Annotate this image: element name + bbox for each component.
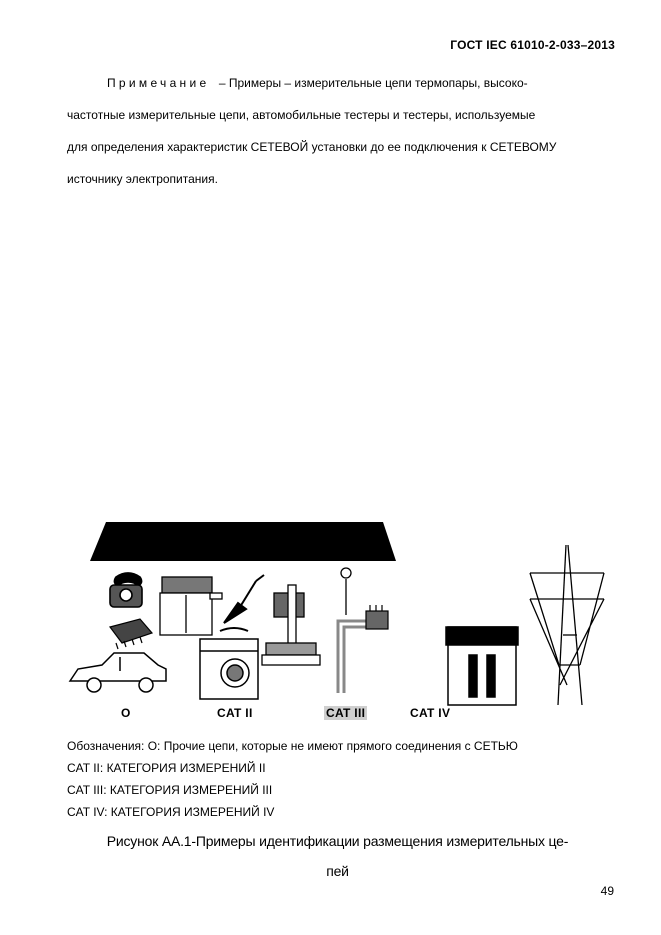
legend-line-cat-iii: CAT III: КАТЕГОРИЯ ИЗМЕРЕНИЙ III	[67, 783, 273, 797]
copier-icon	[160, 577, 222, 635]
note-block	[67, 67, 614, 195]
note-line-1: Примеры – измерительные цепи термопары, высоко-	[228, 76, 528, 90]
note-line-3: для определения характеристик СЕТЕВОЙ установки до ее подключения к СЕТЕВОМУ	[67, 140, 557, 154]
label-cat-iv: CAT IV	[410, 706, 451, 720]
label-o: O	[121, 706, 131, 720]
label-cat-ii: CAT II	[217, 706, 253, 720]
legend-line-o: Обозначения: О: Прочие цепи, которые не имеют прямого соединения с СЕТЬЮ	[67, 739, 518, 753]
label-cat-iii: CAT III	[326, 706, 366, 720]
legend-line-cat-ii: CAT II: КАТЕГОРИЯ ИЗМЕРЕНИЙ II	[67, 761, 266, 775]
note-line-2: частотные измерительные цепи, автомобильные тестеры и тестеры, используемые	[67, 108, 536, 122]
caption-line-1: Рисунок АА.1-Примеры идентификации размещения измерительных це-	[106, 833, 569, 849]
house-roof-icon	[90, 522, 396, 561]
telephone-icon	[110, 573, 142, 607]
legend-line-cat-iv: CAT IV: КАТЕГОРИЯ ИЗМЕРЕНИЙ IV	[67, 805, 275, 819]
light-pole-icon	[338, 568, 366, 693]
car-icon	[70, 653, 166, 692]
standard-code-header: ГОСТ IEC 61010-2-033–2013	[450, 38, 615, 52]
transmission-tower-icon	[530, 545, 604, 705]
note-dash: –	[218, 76, 226, 90]
note-label: Примечание	[107, 76, 210, 90]
caption-line-2: пей	[326, 863, 349, 879]
meter-box-icon	[366, 605, 388, 629]
figure-caption	[60, 826, 615, 886]
washing-machine-icon	[200, 639, 258, 699]
lamp-icon	[220, 575, 264, 631]
substation-icon	[446, 627, 518, 705]
circuit-board-icon	[110, 619, 152, 649]
measurement-categories-figure	[60, 515, 620, 725]
page-number: 49	[600, 884, 614, 898]
note-line-4: источнику электропитания.	[67, 172, 218, 186]
drill-press-icon	[262, 585, 320, 665]
